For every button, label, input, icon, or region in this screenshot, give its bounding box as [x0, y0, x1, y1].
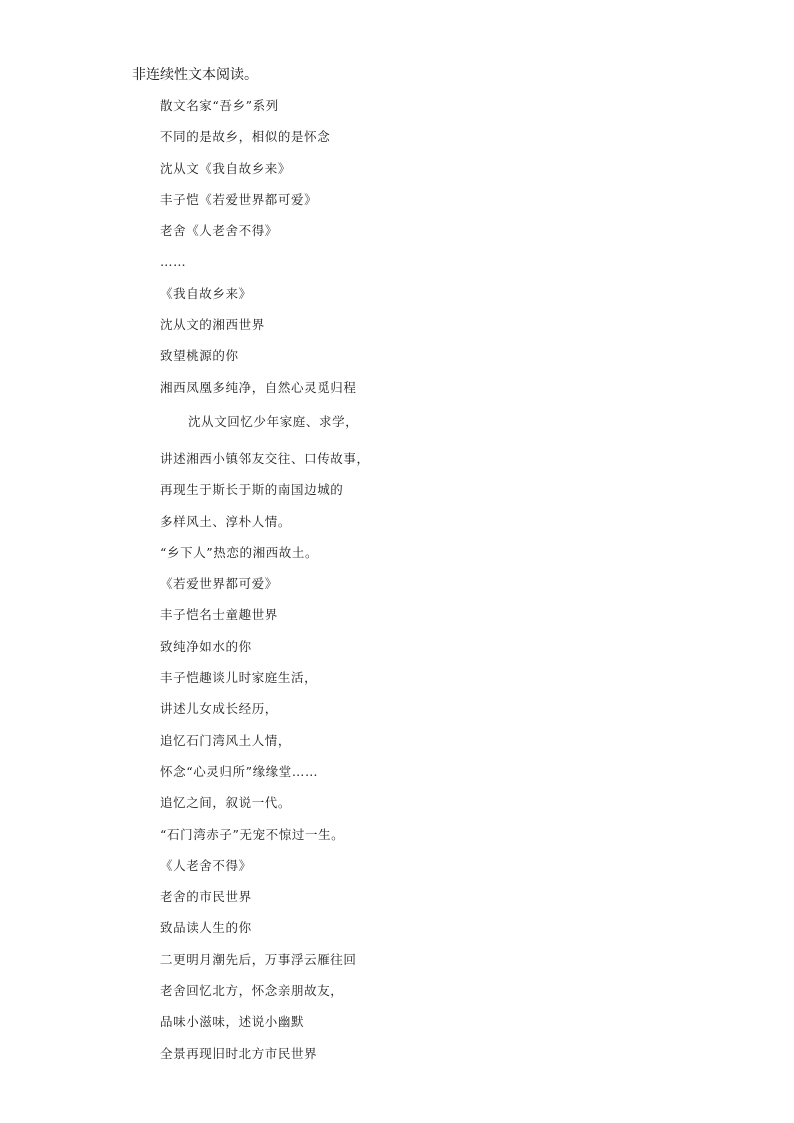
text-line: 再现生于斯长于斯的南国边城的	[160, 482, 344, 498]
text-line: 丰子恺名士童趣世界	[160, 607, 278, 623]
text-line: “乡下人”热恋的湘西故土。	[160, 544, 319, 560]
text-line: 沈从文《我自故乡来》	[160, 160, 292, 176]
text-line: 致望桃源的你	[160, 348, 239, 364]
text-line: “石门湾赤子”无宠不惊过一生。	[160, 826, 345, 842]
text-line: 老舍的市民世界	[160, 889, 252, 905]
text-line: 丰子恺趣谈儿时家庭生活，	[160, 670, 318, 686]
text-line: 致品读人生的你	[160, 920, 252, 936]
text-line: 老舍《人老舍不得》	[160, 223, 278, 239]
text-line: 讲述儿女成长经历，	[160, 701, 278, 717]
text-line: 丰子恺《若爱世界都可爱》	[160, 191, 318, 207]
text-line: 湘西凤凰多纯净，自然心灵觅归程	[160, 379, 357, 395]
text-line: 致纯净如水的你	[160, 638, 252, 654]
text-line: ……	[160, 254, 187, 270]
text-line: 怀念“心灵归所”缘缘堂……	[160, 763, 319, 779]
text-line: 《人老舍不得》	[160, 857, 252, 873]
text-line: 不同的是故乡，相似的是怀念	[160, 129, 331, 145]
text-line: 二更明月潮先后，万事浮云雁往回	[160, 951, 357, 967]
text-line: 散文名家“吾乡”系列	[160, 98, 279, 113]
text-line: 品味小滋味，述说小幽默	[160, 1014, 305, 1030]
text-line: 《若爱世界都可爱》	[160, 576, 278, 592]
text-line: 沈从文的湘西世界	[160, 317, 265, 333]
section-heading: 非连续性文本阅读。	[132, 67, 258, 83]
text-line: 追忆之间，叙说一代。	[160, 795, 292, 811]
text-line: 全景再现旧时北方市民世界	[160, 1045, 318, 1061]
text-body	[160, 97, 720, 1076]
text-line-indented: 沈从文回忆少年家庭、求学，	[188, 413, 359, 429]
text-line: 多样风土、淳朴人情。	[160, 513, 292, 529]
text-line: 讲述湘西小镇邻友交往、口传故事，	[160, 450, 370, 466]
text-line: 《我自故乡来》	[160, 285, 252, 301]
text-line: 追忆石门湾风土人情，	[160, 732, 292, 748]
text-line: 老舍回忆北方，怀念亲朋故友，	[160, 983, 344, 999]
